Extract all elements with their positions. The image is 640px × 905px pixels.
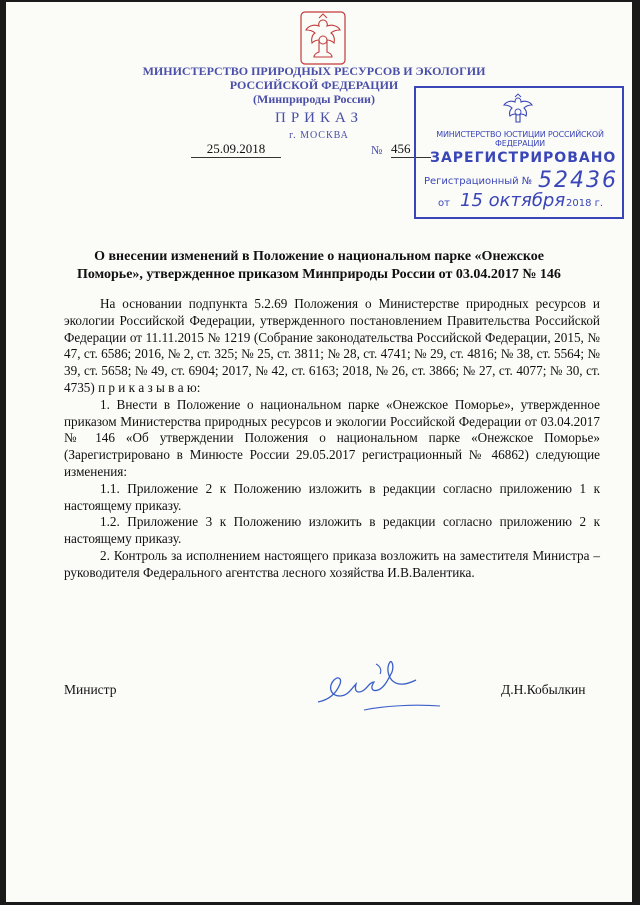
- stamp-eagle-icon: [500, 92, 536, 128]
- stamp-from-label: от: [438, 198, 450, 209]
- ministry-name-line2: РОССИЙСКОЙ ФЕДЕРАЦИИ: [229, 78, 399, 92]
- paragraph-item-1-1: 1.1. Приложение 2 к Положению изложить в редакции согласно приложению 1 к настоящему приказу.: [64, 480, 600, 513]
- handwritten-signature: [306, 650, 446, 720]
- stamp-organization: МИНИСТЕРСТВО ЮСТИЦИИ РОССИЙСКОЙ ФЕДЕРАЦИИ: [436, 130, 604, 148]
- order-city: г. МОСКВА: [289, 130, 349, 141]
- stamp-reg-number: 52436: [538, 168, 618, 193]
- stamp-reg-year: 2018 г.: [566, 198, 604, 209]
- signer-position: Министр: [64, 682, 117, 697]
- signer-name: Д.Н.Кобылкин: [501, 682, 586, 697]
- paragraph-item-2: 2. Контроль за исполнением настоящего приказа возложить на заместителя Министра – руководителя Федерального агентства лесного хозяйства И.В.Валентика.: [64, 547, 600, 580]
- document-page: [6, 2, 632, 902]
- stamp-reg-date: 15 октября: [460, 190, 566, 211]
- ministry-name-line1: МИНИСТЕРСТВО ПРИРОДНЫХ РЕСУРСОВ И ЭКОЛОГИИ: [142, 64, 486, 78]
- stamp-status: ЗАРЕГИСТРИРОВАНО: [430, 150, 617, 166]
- russian-emblem-icon: [298, 10, 348, 66]
- document-body: [64, 296, 600, 582]
- stamp-reg-label: Регистрационный №: [424, 176, 533, 187]
- paragraph-preamble: На основании подпункта 5.2.69 Положения о Министерстве природных ресурсов и экологии Российской Федерации, утвержденного постановлением Правительства Российской Федерации от 11.11.2015 № 1219 (Собрание законодательства Российской Федерации, 2015, № 47, ст. 6586; 2016, № 2, ст. 325; № 25, ст. 3811; № 28, ст. 4741; № 29, ст. 4816; № 38, ст. 5564; № 39, ст. 5658; № 49, ст. 6904; 2017, № 42, ст. 6163; 2018, № 26, ст. 3866; № 27, ст. 4077; № 30, ст. 4735) п р и к а з ы в а ю:: [64, 296, 600, 395]
- paragraph-item-1: 1. Внести в Положение о национальном парке «Онежское Поморье», утвержденное приказом Министерства природных ресурсов и экологии Российской Федерации от 03.04.2017 № 146 «Об утверждении Положения о национальном парке «Онежское Поморье» (Зарегистрировано в Минюсте России 29.05.2017 регистрационный № 46862) следующие изменения:: [64, 396, 600, 479]
- order-title: ПРИКАЗ: [275, 110, 363, 126]
- order-number: 456: [391, 141, 431, 158]
- ministry-short-name: (Минприроды России): [253, 92, 375, 106]
- paragraph-item-1-2: 1.2. Приложение 3 к Положению изложить в редакции согласно приложению 2 к настоящему приказу.: [64, 514, 600, 547]
- order-date: 25.09.2018: [191, 141, 281, 158]
- registration-stamp: [414, 86, 624, 219]
- document-title: О внесении изменений в Положение о национальном парке «Онежское Поморье», утвержденное приказом Минприроды России от 03.04.2017 № 146: [77, 249, 561, 282]
- order-number-sign: №: [371, 143, 383, 157]
